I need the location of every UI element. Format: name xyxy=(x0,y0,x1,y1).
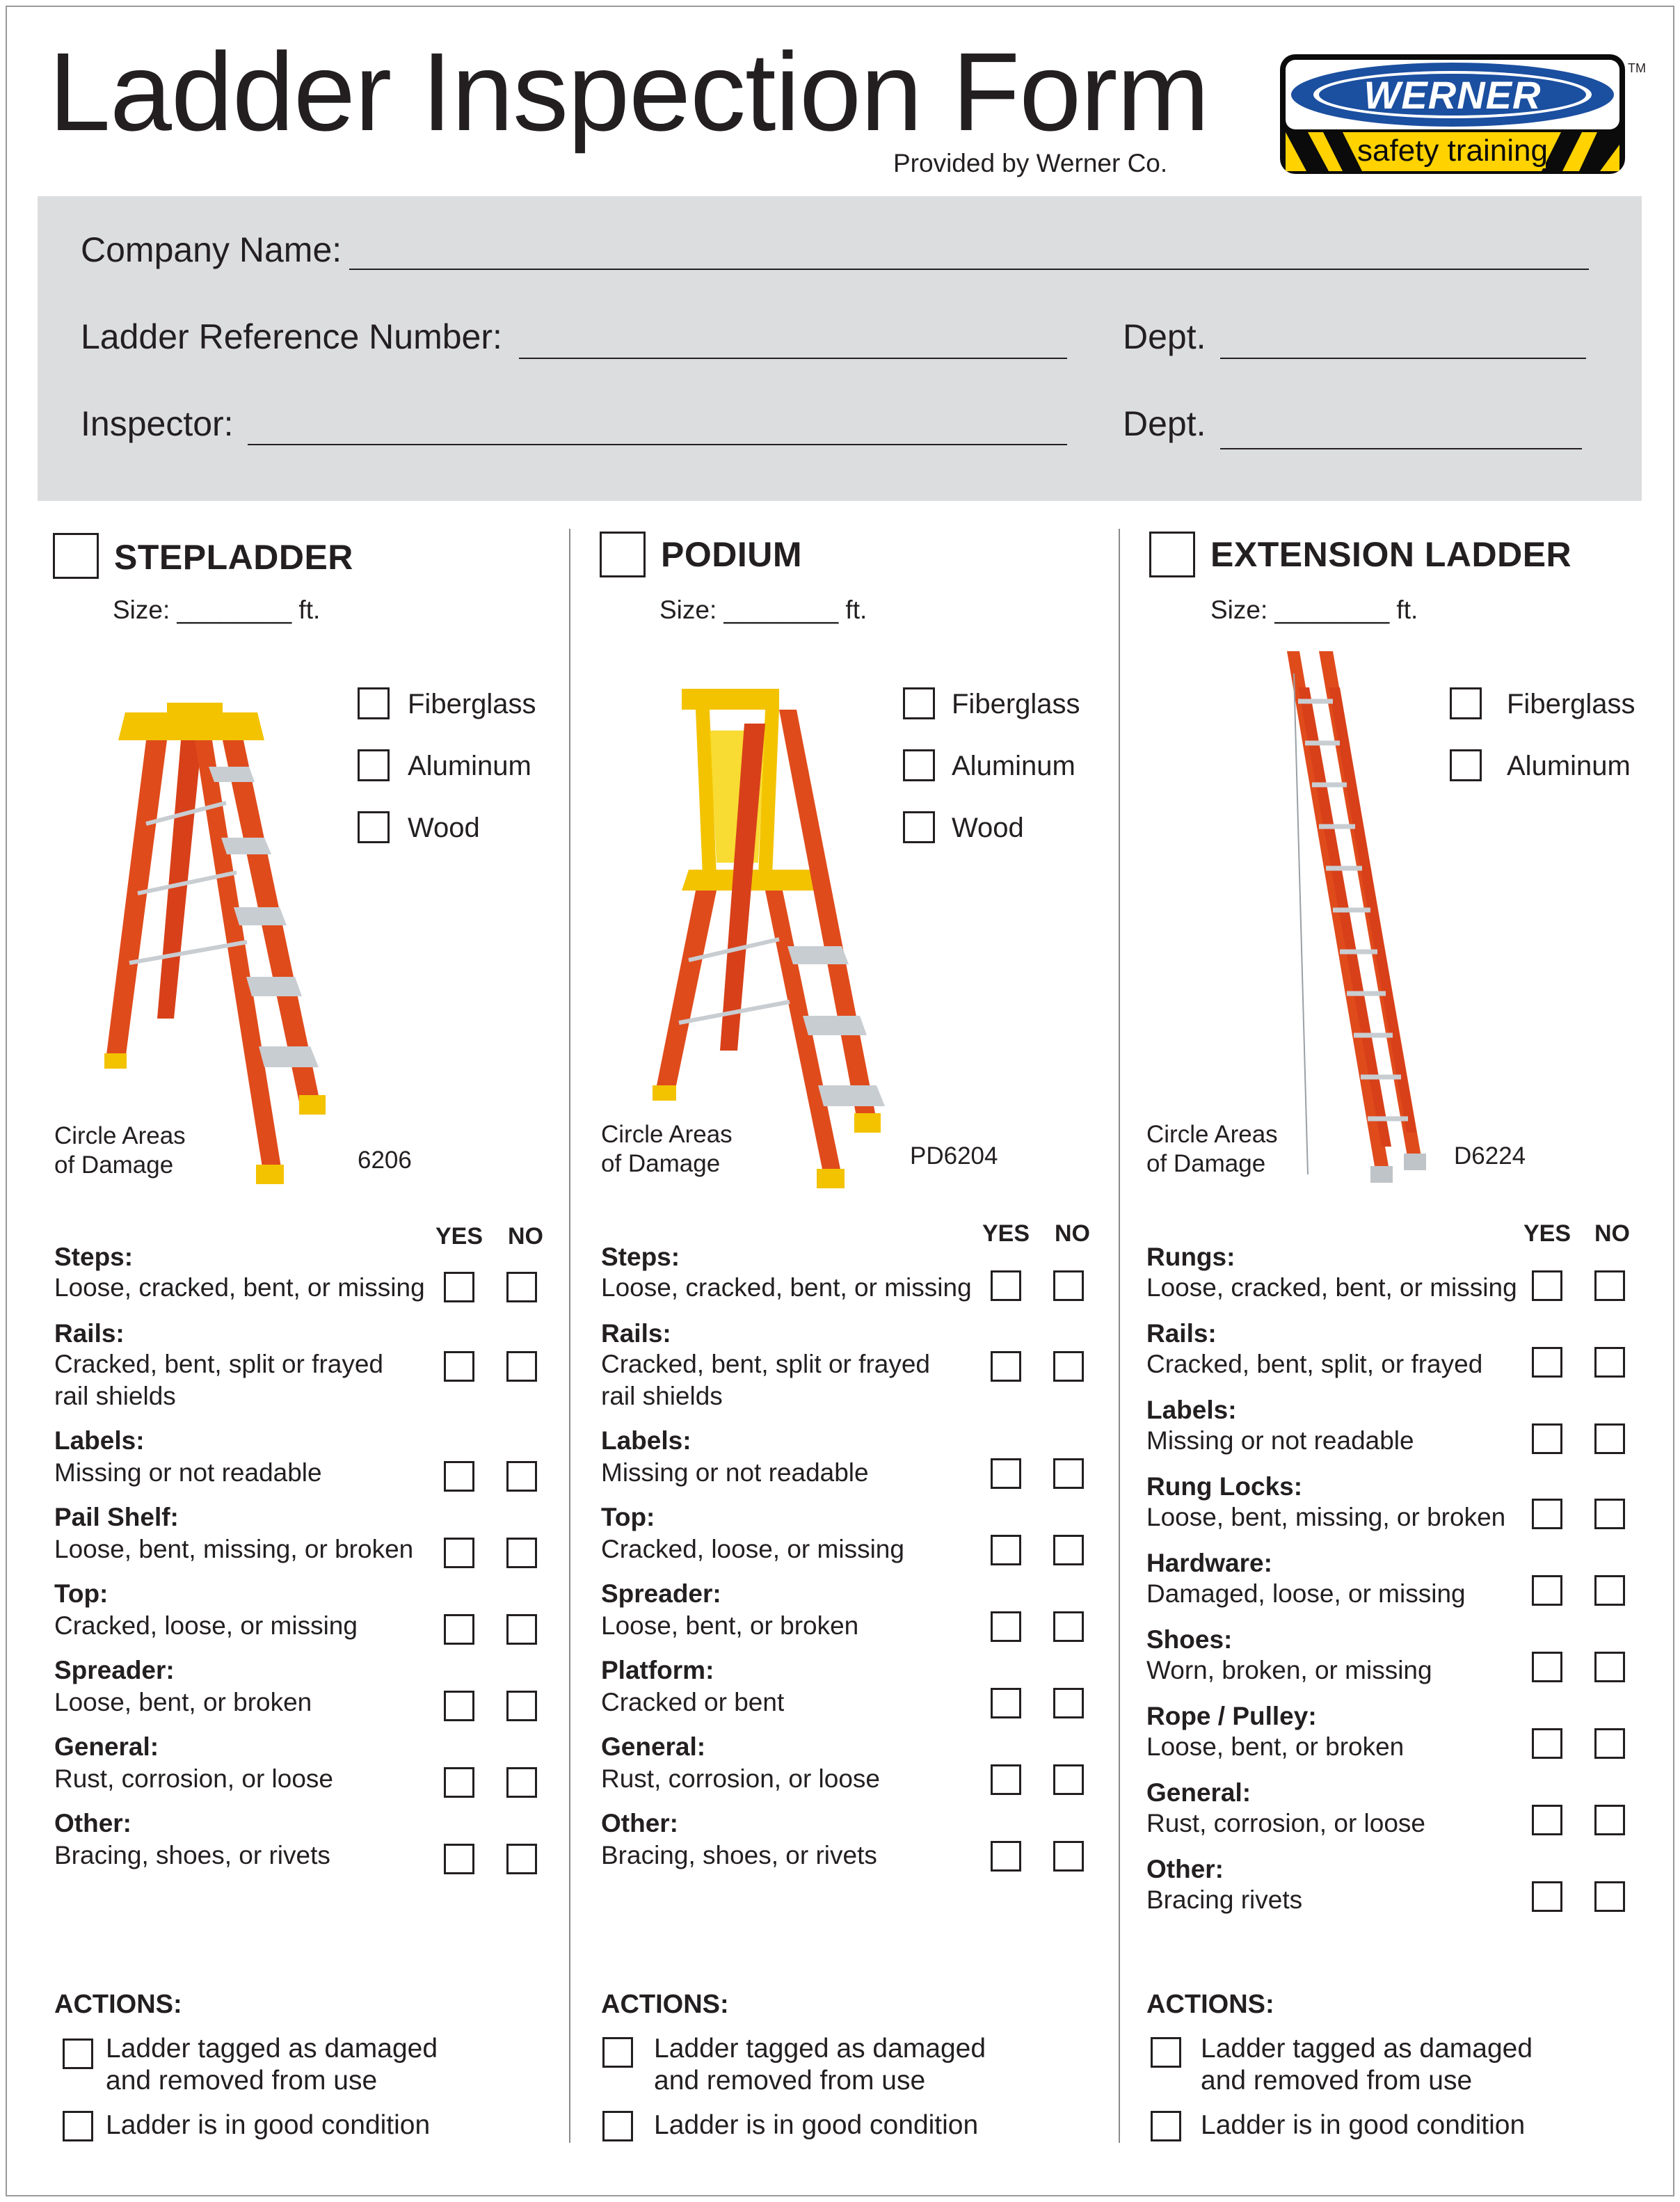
stepladder-steps-yes[interactable] xyxy=(444,1272,474,1302)
stepladder-item-other-head: Other: xyxy=(54,1809,131,1837)
stepladder-item-spreader-head: Spreader: xyxy=(54,1656,175,1684)
stepladder-item-steps-desc: Loose, cracked, bent, or missing xyxy=(54,1273,425,1302)
stepladder-other-yes[interactable] xyxy=(444,1844,474,1874)
podium-item-top-desc: Cracked, loose, or missing xyxy=(601,1535,904,1563)
extension-circle-areas: Circle Areas of Damage xyxy=(1146,1121,1278,1177)
extension-rails-yes[interactable] xyxy=(1532,1347,1562,1378)
extension-aluminum-label: Aluminum xyxy=(1507,751,1631,781)
extension-other-no[interactable] xyxy=(1594,1881,1625,1912)
extension-fiberglass-checkbox[interactable] xyxy=(1450,687,1482,719)
extension-rung-locks-no[interactable] xyxy=(1594,1499,1625,1529)
podium-fiberglass-checkbox[interactable] xyxy=(903,687,935,719)
extension-item-labels-desc: Missing or not readable xyxy=(1146,1426,1414,1455)
stepladder-rails-yes[interactable] xyxy=(444,1351,474,1382)
podium-wood-label: Wood xyxy=(952,813,1024,843)
podium-general-yes[interactable] xyxy=(991,1764,1021,1795)
stepladder-item-spreader-desc: Loose, bent, or broken xyxy=(54,1688,312,1716)
extension-item-general-desc: Rust, corrosion, or loose xyxy=(1146,1809,1426,1837)
stepladder-checkbox[interactable] xyxy=(53,533,99,579)
podium-action-damaged-checkbox[interactable] xyxy=(602,2037,633,2068)
ladder-reference-label: Ladder Reference Number: xyxy=(81,317,502,356)
extension-rails-no[interactable] xyxy=(1594,1347,1625,1378)
podium-other-yes[interactable] xyxy=(991,1841,1021,1872)
stepladder-circle-areas: Circle Areas of Damage xyxy=(54,1122,186,1179)
extension-rope-pulley-yes[interactable] xyxy=(1532,1728,1562,1759)
extension-item-rope-pulley-desc: Loose, bent, or broken xyxy=(1146,1732,1405,1761)
podium-aluminum-label: Aluminum xyxy=(952,751,1075,781)
stepladder-item-general-desc: Rust, corrosion, or loose xyxy=(54,1764,334,1793)
podium-platform-no[interactable] xyxy=(1053,1688,1084,1718)
provided-by: Provided by Werner Co. xyxy=(893,149,1168,177)
inspector-label: Inspector: xyxy=(81,404,234,443)
logo-trademark: TM xyxy=(1628,61,1646,75)
stepladder-item-rails-desc2: rail shields xyxy=(54,1382,176,1410)
extension-action-damaged-text: Ladder tagged as damaged and removed from use xyxy=(1201,2034,1533,2096)
podium-size: Size: ________ ft. xyxy=(659,596,867,624)
podium-item-labels-desc: Missing or not readable xyxy=(601,1458,869,1487)
extension-rungs-yes[interactable] xyxy=(1532,1270,1562,1301)
podium-item-top-head: Top: xyxy=(601,1503,655,1531)
stepladder-item-labels-head: Labels: xyxy=(54,1426,145,1455)
logo-brand: WERNER xyxy=(1363,73,1542,117)
stepladder-labels-no[interactable] xyxy=(506,1461,537,1492)
podium-no-header: NO xyxy=(1055,1220,1090,1247)
dept-field-2[interactable] xyxy=(1220,448,1582,449)
company-name-field[interactable] xyxy=(349,269,1589,270)
extension-action-good-checkbox[interactable] xyxy=(1151,2111,1181,2141)
ladder-reference-field[interactable] xyxy=(519,358,1067,359)
podium-model: PD6204 xyxy=(910,1142,998,1170)
extension-item-rung-locks-desc: Loose, bent, missing, or broken xyxy=(1146,1503,1506,1531)
stepladder-action-damaged-checkbox[interactable] xyxy=(63,2039,93,2069)
stepladder-image xyxy=(97,685,376,1186)
stepladder-labels-yes[interactable] xyxy=(444,1461,474,1492)
dept-field-1[interactable] xyxy=(1220,358,1586,359)
stepladder-wood-label: Wood xyxy=(408,813,480,843)
extension-fiberglass-label: Fiberglass xyxy=(1507,689,1635,719)
extension-action-good-text: Ladder is in good condition xyxy=(1201,2110,1526,2140)
extension-rope-pulley-no[interactable] xyxy=(1594,1728,1625,1759)
extension-actions-label: ACTIONS: xyxy=(1146,1990,1274,2019)
podium-item-spreader-head: Spreader: xyxy=(601,1579,721,1608)
extension-no-header: NO xyxy=(1594,1220,1630,1247)
podium-steps-yes[interactable] xyxy=(991,1270,1021,1301)
stepladder-model: 6206 xyxy=(358,1147,412,1174)
extension-item-labels-head: Labels: xyxy=(1146,1396,1237,1424)
extension-rungs-no[interactable] xyxy=(1594,1270,1625,1301)
podium-item-steps-desc: Loose, cracked, bent, or missing xyxy=(601,1273,972,1302)
podium-action-good-checkbox[interactable] xyxy=(602,2111,633,2141)
stepladder-item-pail-shelf-desc: Loose, bent, missing, or broken xyxy=(54,1535,414,1563)
podium-top-no[interactable] xyxy=(1053,1535,1084,1565)
extension-other-yes[interactable] xyxy=(1532,1881,1562,1912)
podium-spreader-no[interactable] xyxy=(1053,1611,1084,1642)
extension-general-yes[interactable] xyxy=(1532,1805,1562,1835)
werner-logo xyxy=(1280,54,1625,174)
stepladder-spreader-no[interactable] xyxy=(506,1691,537,1721)
podium-actions-label: ACTIONS: xyxy=(601,1990,729,2019)
stepladder-title: STEPLADDER xyxy=(114,538,353,577)
stepladder-item-top-head: Top: xyxy=(54,1579,109,1608)
stepladder-item-rails-head: Rails: xyxy=(54,1319,125,1348)
podium-other-no[interactable] xyxy=(1053,1841,1084,1872)
extension-model: D6224 xyxy=(1454,1142,1526,1170)
logo-tagline: safety training xyxy=(1357,134,1548,168)
stepladder-yes-header: YES xyxy=(435,1223,483,1250)
podium-circle-areas: Circle Areas of Damage xyxy=(601,1121,733,1177)
extension-item-general-head: General: xyxy=(1146,1778,1251,1807)
stepladder-no-header: NO xyxy=(508,1223,543,1250)
extension-item-rails-desc: Cracked, bent, split, or frayed xyxy=(1146,1350,1483,1378)
podium-labels-yes[interactable] xyxy=(991,1458,1021,1489)
extension-hardware-yes[interactable] xyxy=(1532,1575,1562,1606)
podium-item-platform-desc: Cracked or bent xyxy=(601,1688,785,1716)
inspector-field[interactable] xyxy=(248,444,1067,445)
stepladder-item-general-head: General: xyxy=(54,1732,159,1761)
podium-item-general-head: General: xyxy=(601,1732,706,1761)
dept-label-1: Dept. xyxy=(1123,317,1206,356)
podium-item-spreader-desc: Loose, bent, or broken xyxy=(601,1611,859,1640)
podium-fiberglass-label: Fiberglass xyxy=(952,689,1080,719)
stepladder-item-labels-desc: Missing or not readable xyxy=(54,1458,322,1487)
extension-shoes-yes[interactable] xyxy=(1532,1652,1562,1682)
extension-general-no[interactable] xyxy=(1594,1805,1625,1835)
column-divider-1 xyxy=(569,529,570,2143)
podium-labels-no[interactable] xyxy=(1053,1458,1084,1489)
extension-item-other-head: Other: xyxy=(1146,1855,1224,1883)
podium-item-platform-head: Platform: xyxy=(601,1656,714,1684)
podium-spreader-yes[interactable] xyxy=(991,1611,1021,1642)
stepladder-fiberglass-label: Fiberglass xyxy=(408,689,536,719)
extension-item-rung-locks-head: Rung Locks: xyxy=(1146,1472,1303,1501)
podium-item-general-desc: Rust, corrosion, or loose xyxy=(601,1764,881,1793)
stepladder-rails-no[interactable] xyxy=(506,1351,537,1382)
stepladder-item-steps-head: Steps: xyxy=(54,1243,134,1271)
stepladder-steps-no[interactable] xyxy=(506,1272,537,1302)
podium-item-rails-desc: Cracked, bent, split or frayed xyxy=(601,1350,930,1378)
stepladder-top-no[interactable] xyxy=(506,1614,537,1645)
extension-item-other-desc: Bracing rivets xyxy=(1146,1885,1303,1914)
extension-action-damaged-checkbox[interactable] xyxy=(1151,2037,1181,2068)
stepladder-item-rails-desc: Cracked, bent, split or frayed xyxy=(54,1350,383,1378)
podium-platform-yes[interactable] xyxy=(991,1688,1021,1718)
podium-checkbox[interactable] xyxy=(600,532,646,577)
podium-aluminum-checkbox[interactable] xyxy=(903,749,935,781)
column-divider-2 xyxy=(1119,529,1120,2143)
stepladder-item-top-desc: Cracked, loose, or missing xyxy=(54,1611,358,1640)
stepladder-top-yes[interactable] xyxy=(444,1614,474,1645)
podium-title: PODIUM xyxy=(661,535,802,574)
extension-title: EXTENSION LADDER xyxy=(1210,535,1572,574)
extension-item-shoes-head: Shoes: xyxy=(1146,1625,1233,1654)
podium-image xyxy=(640,689,904,1190)
extension-labels-yes[interactable] xyxy=(1532,1423,1562,1454)
extension-size: Size: ________ ft. xyxy=(1210,596,1418,624)
stepladder-spreader-yes[interactable] xyxy=(444,1691,474,1721)
extension-item-hardware-head: Hardware: xyxy=(1146,1549,1272,1577)
extension-item-rungs-head: Rungs: xyxy=(1146,1243,1235,1271)
stepladder-pail-shelf-no[interactable] xyxy=(506,1538,537,1568)
podium-item-other-head: Other: xyxy=(601,1809,678,1837)
page-title: Ladder Inspection Form xyxy=(49,29,1209,154)
extension-rung-locks-yes[interactable] xyxy=(1532,1499,1562,1529)
extension-checkbox[interactable] xyxy=(1149,532,1195,577)
podium-general-no[interactable] xyxy=(1053,1764,1084,1795)
podium-rails-yes[interactable] xyxy=(991,1351,1021,1382)
podium-top-yes[interactable] xyxy=(991,1535,1021,1565)
podium-item-labels-head: Labels: xyxy=(601,1426,691,1455)
stepladder-other-no[interactable] xyxy=(506,1844,537,1874)
stepladder-action-damaged-text: Ladder tagged as damaged and removed from use xyxy=(106,2034,438,2096)
extension-hardware-no[interactable] xyxy=(1594,1575,1625,1606)
stepladder-actions-label: ACTIONS: xyxy=(54,1990,182,2019)
podium-action-damaged-text: Ladder tagged as damaged and removed from use xyxy=(654,2034,986,2096)
stepladder-item-other-desc: Bracing, shoes, or rivets xyxy=(54,1841,330,1869)
stepladder-aluminum-label: Aluminum xyxy=(408,751,531,781)
extension-labels-no[interactable] xyxy=(1594,1423,1625,1454)
stepladder-action-good-checkbox[interactable] xyxy=(63,2111,93,2141)
podium-item-rails-head: Rails: xyxy=(601,1319,671,1348)
podium-wood-checkbox[interactable] xyxy=(903,811,935,843)
stepladder-item-pail-shelf-head: Pail Shelf: xyxy=(54,1503,179,1531)
extension-yes-header: YES xyxy=(1523,1220,1571,1247)
podium-yes-header: YES xyxy=(982,1220,1030,1247)
stepladder-pail-shelf-yes[interactable] xyxy=(444,1538,474,1568)
podium-item-other-desc: Bracing, shoes, or rivets xyxy=(601,1841,877,1869)
extension-item-rope-pulley-head: Rope / Pulley: xyxy=(1146,1702,1317,1730)
extension-aluminum-checkbox[interactable] xyxy=(1450,749,1482,781)
stepladder-size: Size: ________ ft. xyxy=(113,596,321,624)
stepladder-general-yes[interactable] xyxy=(444,1767,474,1798)
extension-shoes-no[interactable] xyxy=(1594,1652,1625,1682)
extension-item-rungs-desc: Loose, cracked, bent, or missing xyxy=(1146,1273,1517,1302)
podium-action-good-text: Ladder is in good condition xyxy=(654,2110,979,2140)
podium-item-steps-head: Steps: xyxy=(601,1243,680,1271)
stepladder-action-good-text: Ladder is in good condition xyxy=(106,2110,431,2140)
stepladder-general-no[interactable] xyxy=(506,1767,537,1798)
podium-steps-no[interactable] xyxy=(1053,1270,1084,1301)
company-name-label: Company Name: xyxy=(81,230,342,269)
extension-item-rails-head: Rails: xyxy=(1146,1319,1217,1348)
extension-ladder-image xyxy=(1273,646,1440,1195)
dept-label-2: Dept. xyxy=(1123,404,1206,443)
extension-item-shoes-desc: Worn, broken, or missing xyxy=(1146,1656,1432,1684)
podium-item-rails-desc2: rail shields xyxy=(601,1382,723,1410)
podium-rails-no[interactable] xyxy=(1053,1351,1084,1382)
extension-item-hardware-desc: Damaged, loose, or missing xyxy=(1146,1579,1466,1608)
